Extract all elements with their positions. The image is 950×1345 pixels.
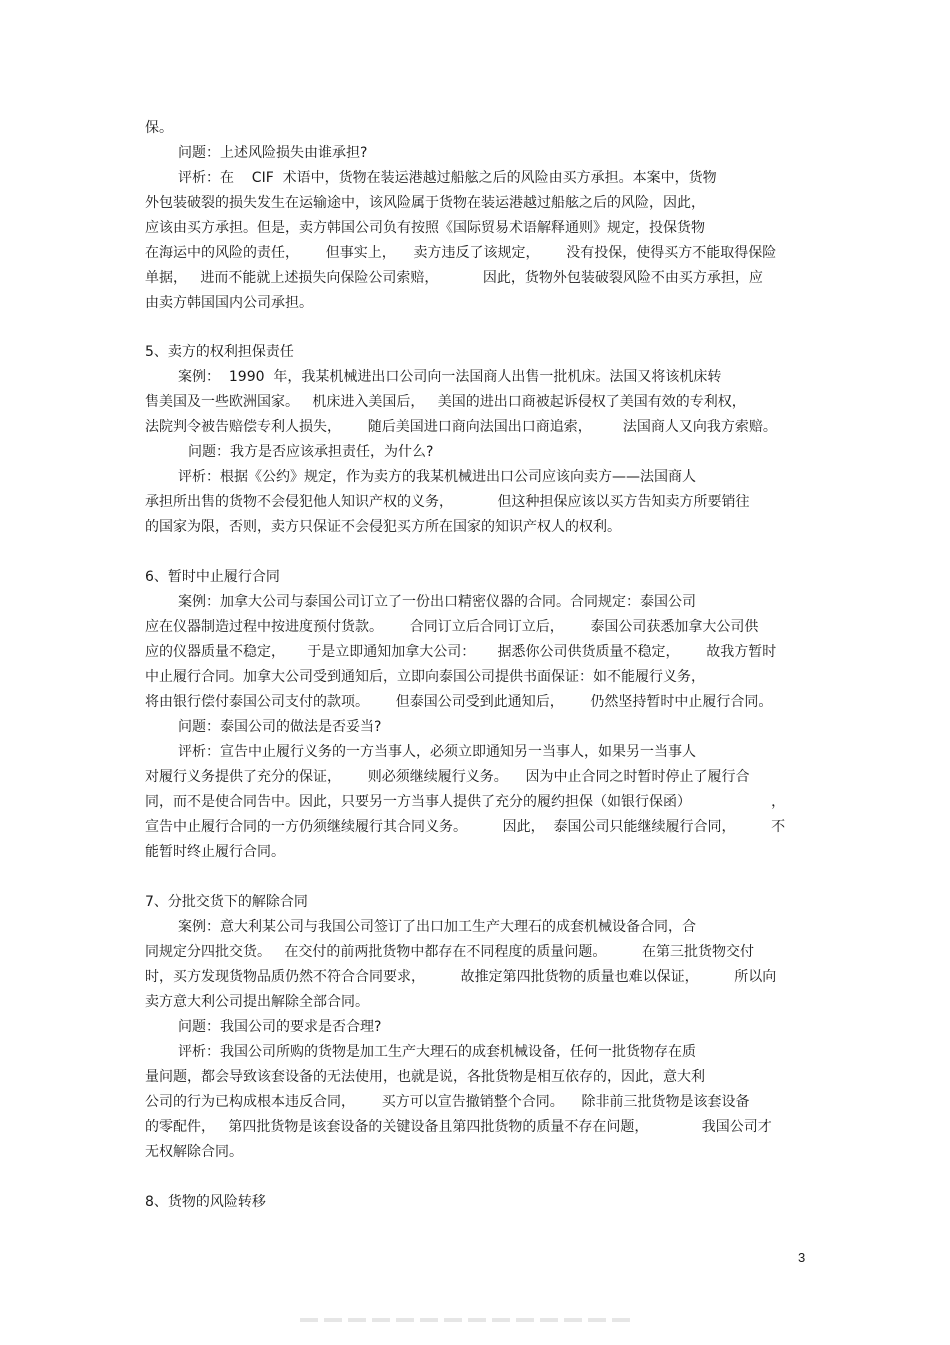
- case-line: 案例：意大利某公司与我国公司签订了出口加工生产大理石的成套机械设备合同，合: [178, 919, 696, 935]
- text-line: 时，买方发现货物品质仍然不符合合同要求， 故推定第四批货物的质量也难以保证， 所以向: [145, 969, 777, 985]
- text-line: 卖方意大利公司提出解除全部合同。: [145, 994, 369, 1010]
- page-number: 3: [798, 1250, 806, 1265]
- analysis-line: 评析：根据《公约》规定，作为卖方的我某机械进出口公司应该向卖方——法国商人: [178, 469, 696, 485]
- text-line: 外包装破裂的损失发生在运输途中，该风险属于货物在装运港越过船舷之后的风险，因此，: [145, 195, 705, 211]
- text-line: 将由银行偿付泰国公司支付的款项。 但泰国公司受到此通知后， 仍然坚持暂时中止履行合同。: [145, 694, 773, 710]
- text-line: 单据， 进而不能就上述损失向保险公司索赔， 因此，货物外包装破裂风险不由买方承担，应: [145, 270, 763, 286]
- text-line: 无权解除合同。: [145, 1144, 243, 1160]
- text-line: 同规定分四批交货。 在交付的前两批货物中都存在不同程度的质量问题。 在第三批货物交付: [145, 944, 754, 960]
- section-heading: 8、货物的风险转移: [145, 1194, 266, 1210]
- analysis-line: 评析：宣告中止履行义务的一方当事人，必须立即通知另一当事人，如果另一当事人: [178, 744, 696, 760]
- text-line: 宣告中止履行合同的一方仍须继续履行其合同义务。 因此， 泰国公司只能继续履行合同， 不: [145, 819, 786, 835]
- analysis-line: 评析：在 CIF 术语中，货物在装运港越过船舷之后的风险由买方承担。本案中，货物: [178, 170, 717, 186]
- text-line: 的零配件， 第四批货物是该套设备的关键设备且第四批货物的质量不存在问题， 我国公司才: [145, 1119, 772, 1135]
- text-line: 的国家为限，否则，卖方只保证不会侵犯买方所在国家的知识产权人的权利。: [145, 519, 621, 535]
- text-line: 量问题，都会导致该套设备的无法使用，也就是说，各批货物是相互依存的，因此，意大利: [145, 1069, 705, 1085]
- text-line: 应该由买方承担。但是，卖方韩国公司负有按照《国际贸易术语解释通则》规定，投保货物: [145, 220, 705, 236]
- section-heading: 5、卖方的权利担保责任: [145, 344, 294, 360]
- text-line: 中止履行合同。加拿大公司受到通知后，立即向泰国公司提供书面保证：如不能履行义务，: [145, 669, 705, 685]
- text-line: 同，而不是使合同告中。因此，只要另一方当事人提供了充分的履约担保（如银行保函） ，: [145, 794, 786, 810]
- text-line: 承担所出售的货物不会侵犯他人知识产权的义务， 但这种担保应该以买方告知卖方所要销往: [145, 494, 750, 510]
- section-heading: 7、分批交货下的解除合同: [145, 894, 308, 910]
- text-line: 法院判令被告赔偿专利人损失， 随后美国进口商向法国出口商追索， 法国商人又向我方索赔。: [145, 419, 777, 435]
- text-line: 在海运中的风险的责任， 但事实上， 卖方违反了该规定， 没有投保，使得买方不能取得保险: [145, 245, 777, 261]
- section-heading: 6、暂时中止履行合同: [145, 569, 280, 585]
- footer-divider: [300, 1318, 630, 1322]
- analysis-line: 评析：我国公司所购的货物是加工生产大理石的成套机械设备，任何一批货物存在质: [178, 1044, 696, 1060]
- case-line: 案例： 1990 年，我某机械进出口公司向一法国商人出售一批机床。法国又将该机床转: [178, 369, 722, 385]
- text-line: 保。: [145, 120, 173, 136]
- question-line: 问题：上述风险损失由谁承担?: [178, 145, 368, 161]
- question-line: 问题：泰国公司的做法是否妥当?: [178, 719, 382, 735]
- question-line: 问题：我方是否应该承担责任，为什么?: [188, 444, 434, 460]
- text-line: 售美国及一些欧洲国家。 机床进入美国后， 美国的进出口商被起诉侵权了美国有效的专利权，: [145, 394, 746, 410]
- text-line: 应在仪器制造过程中按进度预付货款。 合同订立后合同订立后， 泰国公司获悉加拿大公司供: [145, 619, 759, 635]
- text-line: 由卖方韩国国内公司承担。: [145, 295, 313, 311]
- text-line: 应的仪器质量不稳定， 于是立即通知加拿大公司： 据悉你公司供货质量不稳定， 故我方暂时: [145, 644, 777, 660]
- text-line: 能暂时终止履行合同。: [145, 844, 285, 860]
- text-line: 公司的行为已构成根本违反合同， 买方可以宣告撤销整个合同。 除非前三批货物是该套设备: [145, 1094, 750, 1110]
- text-line: 对履行义务提供了充分的保证， 则必须继续履行义务。 因为中止合同之时暂时停止了履行合: [145, 769, 750, 785]
- case-line: 案例：加拿大公司与泰国公司订立了一份出口精密仪器的合同。合同规定：泰国公司: [178, 594, 696, 610]
- question-line: 问题：我国公司的要求是否合理?: [178, 1019, 382, 1035]
